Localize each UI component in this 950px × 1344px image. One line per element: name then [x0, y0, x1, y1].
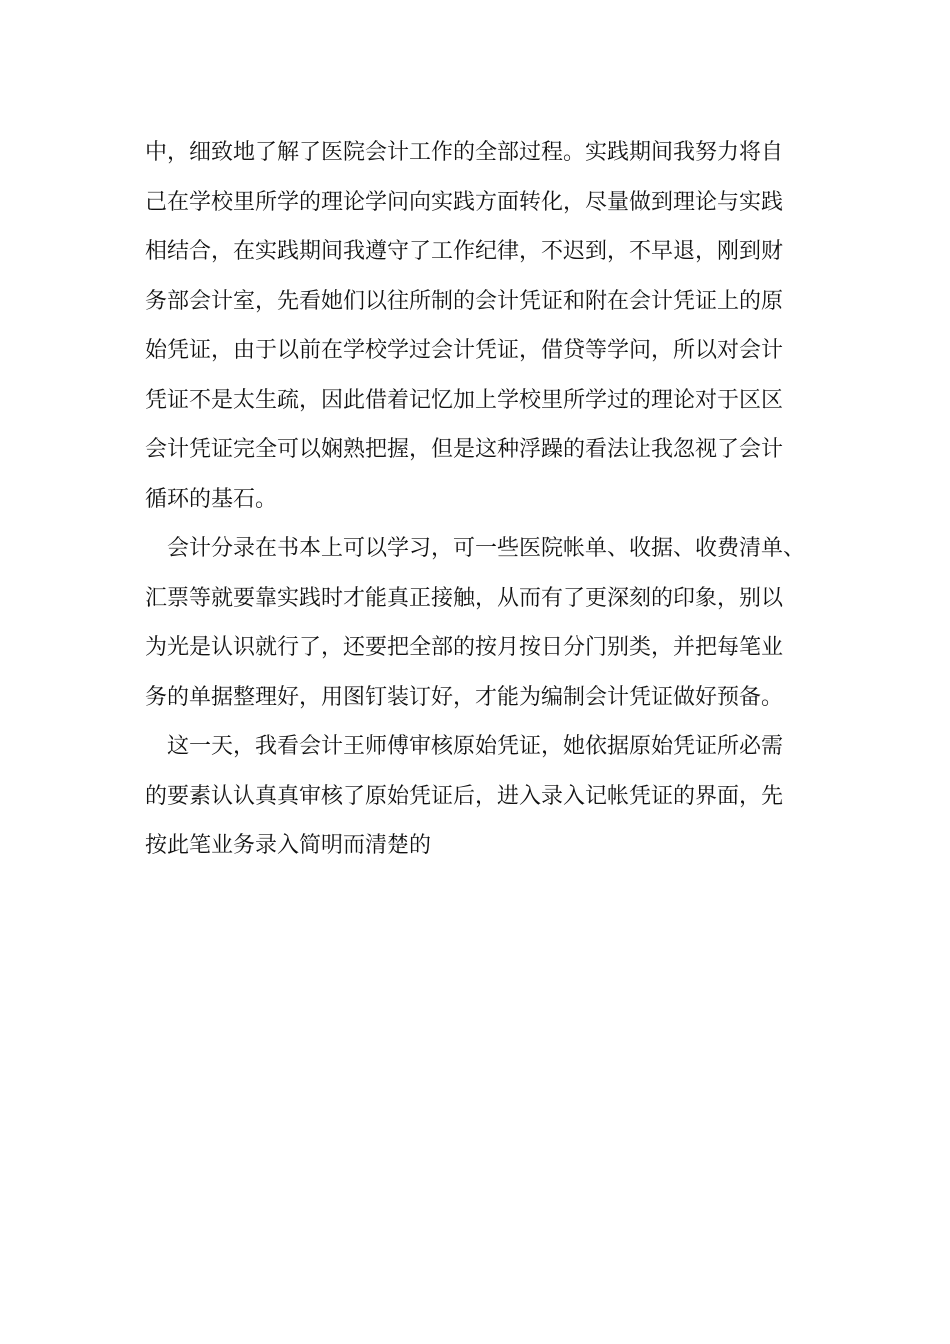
text-line: 凭证不是太生疏，因此借着记忆加上学校里所学过的理论对于区区: [145, 387, 784, 413]
text-line: 的要素认认真真审核了原始凭证后，进入录入记帐凭证的界面，先: [145, 783, 784, 809]
text-line: 己在学校里所学的理论学问向实践方面转化，尽量做到理论与实践: [145, 189, 784, 215]
text-line: 为光是认识就行了，还要把全部的按月按日分门别类，并把每笔业: [145, 635, 784, 660]
body-text: [145, 128, 825, 871]
text-line: 按此笔业务录入简明而清楚的: [145, 833, 432, 858]
paragraph-start-line: 会计分录在书本上可以学习，可一些医院帐单、收据、收费清单、: [167, 536, 806, 561]
paragraph-start-line: 这一天，我看会计王师傅审核原始凭证，她依据原始凭证所必需: [167, 734, 784, 759]
text-line: 中，细致地了解了医院会计工作的全部过程。实践期间我努力将自: [145, 140, 784, 165]
text-line: 务部会计室，先看她们以往所制的会计凭证和附在会计凭证上的原: [145, 288, 784, 314]
text-line: 汇票等就要靠实践时才能真正接触，从而有了更深刻的印象，别以: [145, 585, 784, 611]
text-line: 相结合，在实践期间我遵守了工作纪律，不迟到，不早退，刚到财: [145, 239, 784, 264]
text-line: 务的单据整理好，用图钉装订好，才能为编制会计凭证做好预备。: [145, 684, 784, 710]
text-line: 会计凭证完全可以娴熟把握，但是这种浮躁的看法让我忽视了会计: [145, 437, 784, 462]
text-line: 循环的基石。: [145, 486, 278, 512]
text-line: 始凭证，由于以前在学校学过会计凭证，借贷等学问，所以对会计: [145, 338, 784, 363]
